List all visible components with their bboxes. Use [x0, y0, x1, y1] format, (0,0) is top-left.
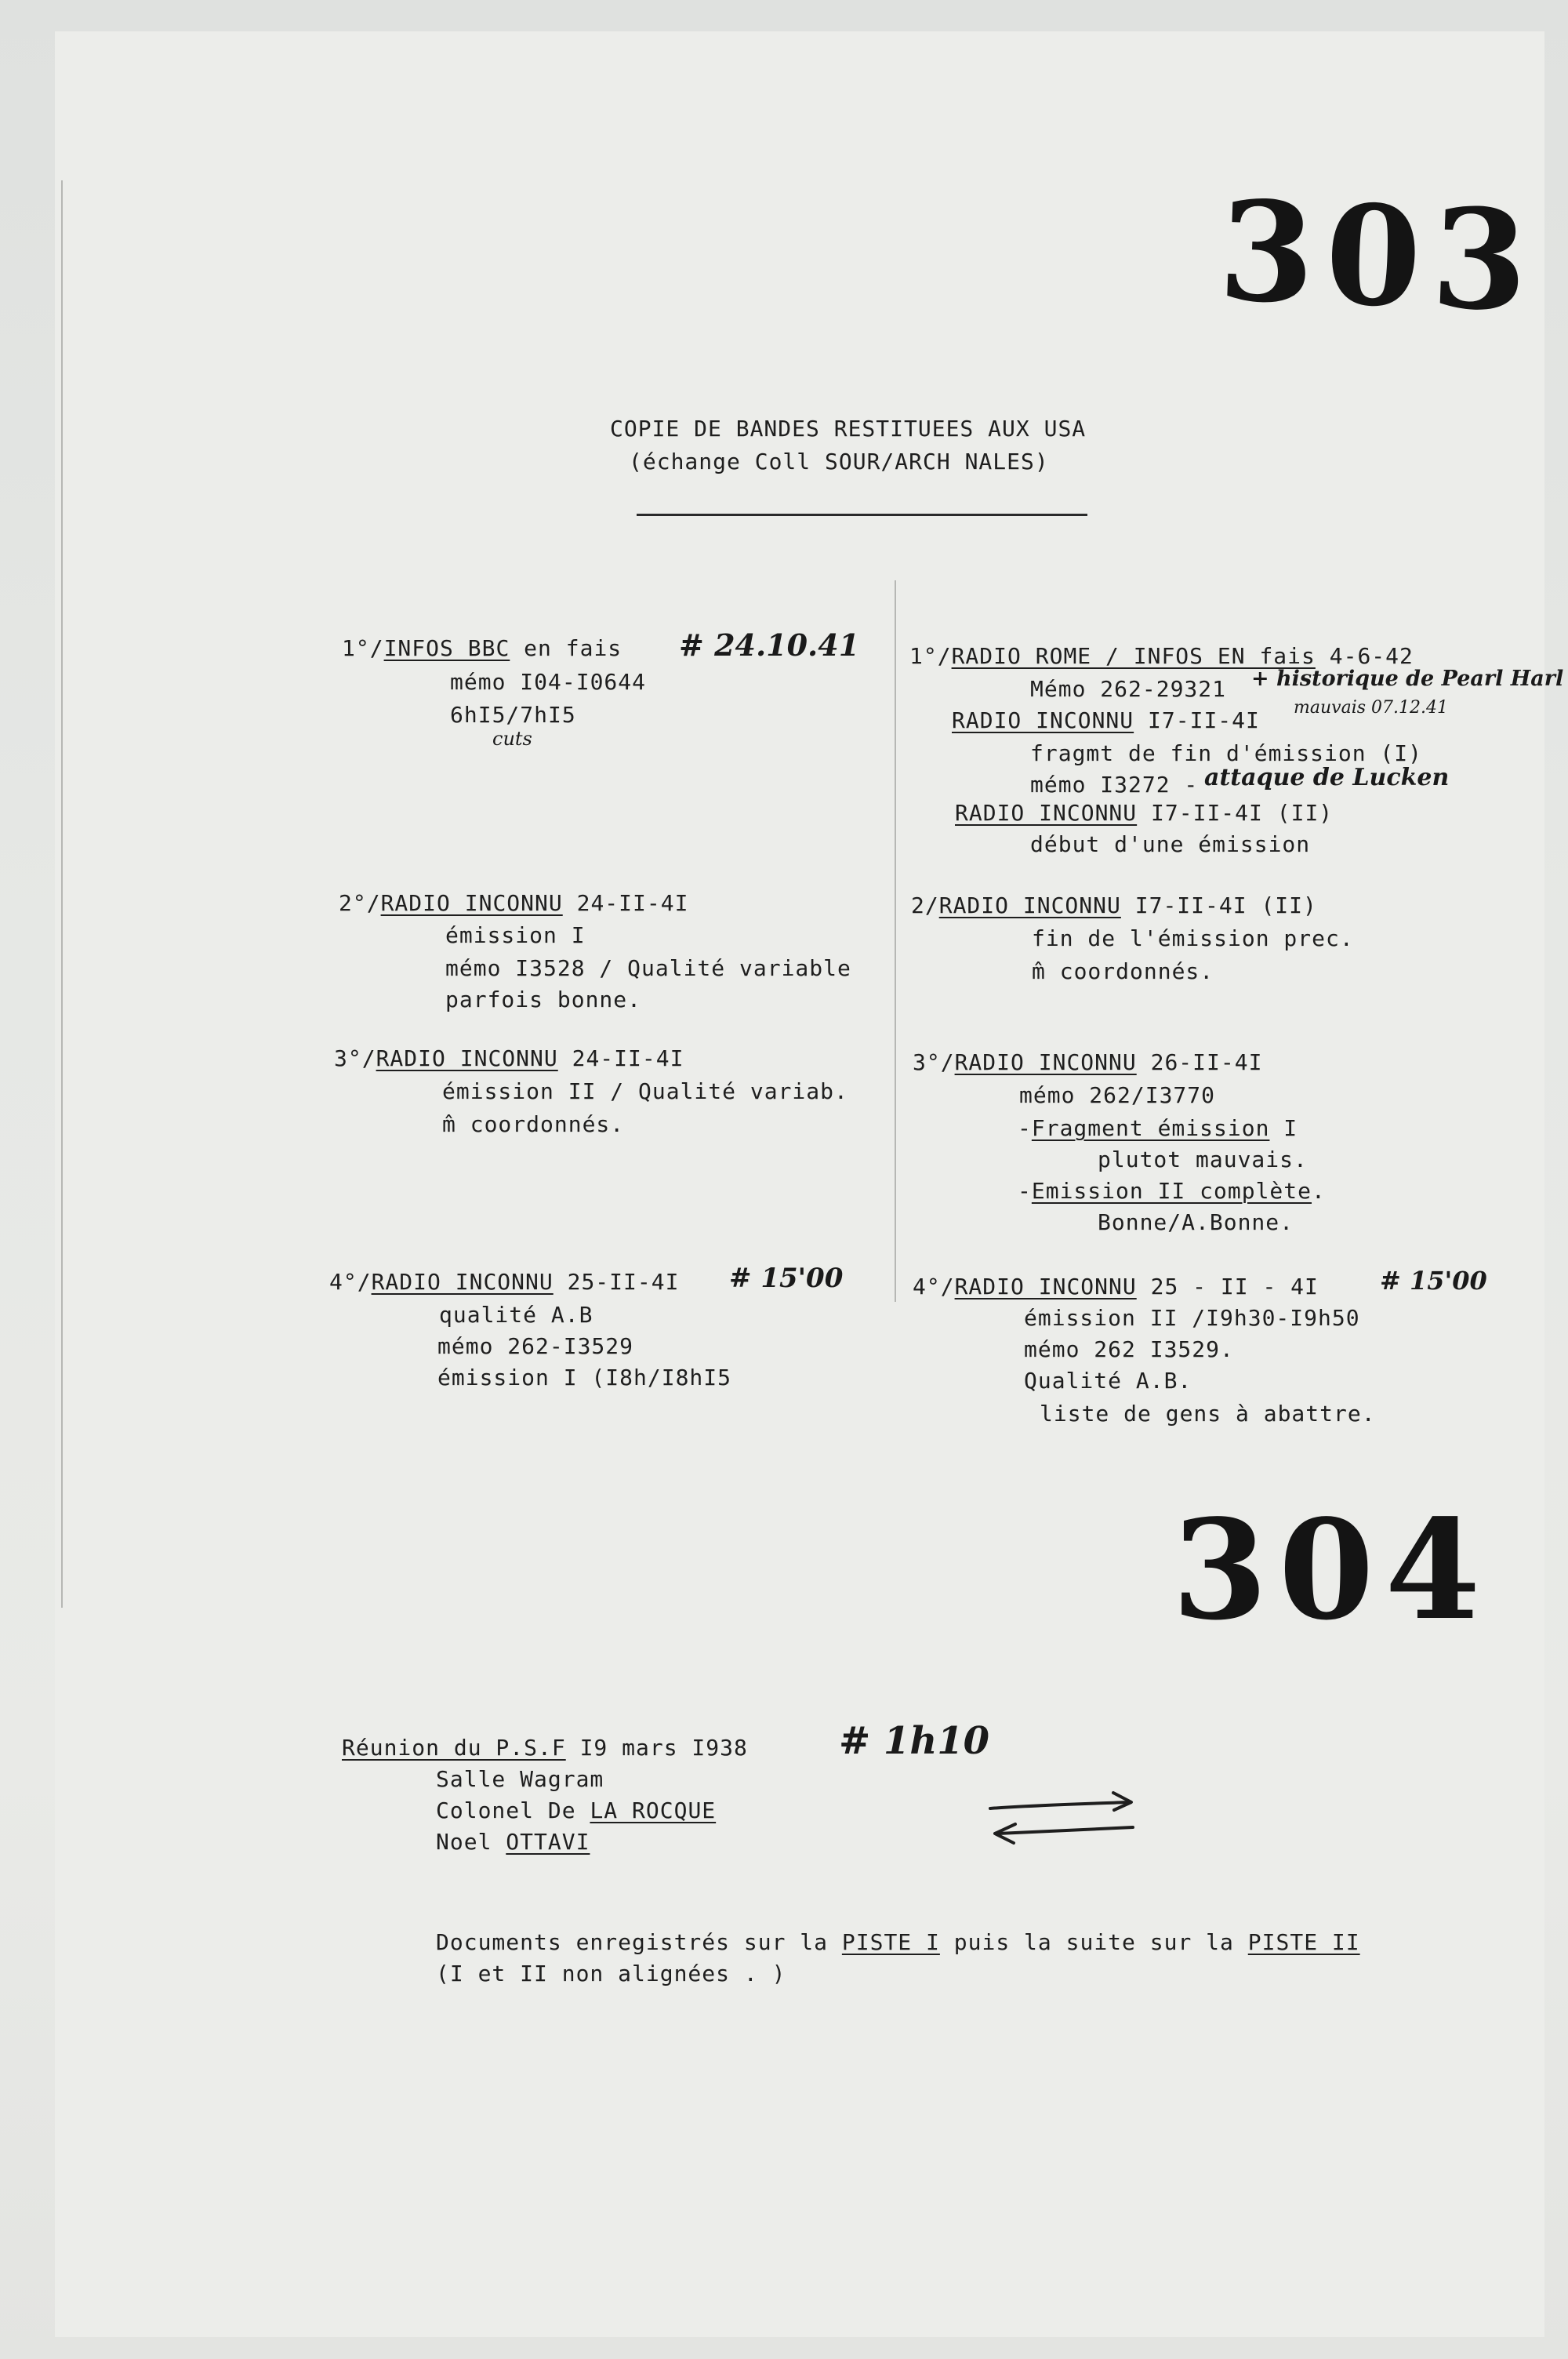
left-margin-line: [61, 180, 63, 1608]
documents-note-line-1: Documents enregistrés sur la PISTE I puis la suite sur la PISTE II: [436, 1929, 1360, 1955]
double-arrow-icon: [984, 1779, 1141, 1849]
bottom-entry-heading: Réunion du P.S.F I9 mars I938: [342, 1735, 748, 1761]
right-entry-1-heading: 1°/RADIO ROME / INFOS EN fais 4-6-42: [909, 643, 1414, 669]
document-title: COPIE DE BANDES RESTITUEES AUX USA: [610, 416, 1087, 442]
stamp-number-bottom: 304: [1172, 1490, 1492, 1651]
documents-note-line-2: (I et II non alignées . ): [436, 1961, 786, 1986]
right-entry-3-line-4: plutot mauvais.: [1098, 1147, 1308, 1172]
left-entry-3-heading: 3°/RADIO INCONNU 24-II-4I: [334, 1045, 684, 1071]
left-entry-1-handwritten-note: # 24.10.41: [679, 627, 860, 663]
right-entry-1-handwritten-attaque: attaque de Lucken: [1204, 764, 1450, 791]
right-entry-3-heading: 3°/RADIO INCONNU 26-II-4I: [913, 1049, 1263, 1075]
right-entry-1-handwritten-mauvais: mauvais 07.12.41: [1294, 698, 1448, 718]
left-entry-2-line-3: mémo I3528 / Qualité variable: [445, 955, 851, 981]
right-entry-2-heading: 2/RADIO INCONNU I7-II-4I (II): [911, 892, 1317, 918]
bottom-entry-handwritten-duration: # 1h10: [839, 1719, 990, 1763]
left-entry-4-line-3: mémo 262-I3529: [437, 1333, 634, 1359]
right-entry-4-line-5: liste de gens à abattre.: [1040, 1401, 1376, 1427]
right-entry-3-line-3: -Fragment émission I: [1018, 1115, 1298, 1141]
right-entry-3-line-6: Bonne/A.Bonne.: [1098, 1209, 1294, 1235]
document-subtitle: (échange Coll SOUR/ARCH NALES): [629, 449, 1049, 474]
right-entry-1-line-5: mémo I3272 -: [1030, 772, 1199, 798]
right-entry-3-memo: mémo 262/I3770: [1019, 1082, 1216, 1108]
right-entry-1-sub-heading-2: RADIO INCONNU I7-II-4I (II): [955, 800, 1334, 826]
left-entry-2-line-2: émission I: [445, 922, 586, 948]
left-entry-2-heading: 2°/RADIO INCONNU 24-II-4I: [339, 890, 689, 916]
bottom-entry-line-2: Salle Wagram: [436, 1766, 604, 1792]
right-entry-4-line-2: émission II /I9h30-I9h50: [1024, 1305, 1360, 1331]
left-entry-1-heading: 1°/INFOS BBC en fais: [342, 635, 622, 661]
right-entry-1-line-7: début d'une émission: [1030, 831, 1311, 857]
left-entry-1-handwritten-cuts: cuts: [492, 728, 532, 750]
right-entry-2-line-3: m̂ coordonnés.: [1032, 958, 1214, 984]
right-entry-3-line-5: -Emission II complète.: [1018, 1178, 1326, 1204]
left-entry-1-time: 6hI5/7hI5: [450, 702, 576, 728]
right-entry-1-line-4: fragmt de fin d'émission (I): [1030, 740, 1423, 766]
right-entry-4-handwritten-note: # 15'00: [1380, 1266, 1487, 1296]
left-entry-4-handwritten-note: # 15'00: [729, 1263, 844, 1294]
left-entry-3-line-2: émission II / Qualité variab.: [442, 1078, 848, 1104]
right-entry-2-line-2: fin de l'émission prec.: [1032, 925, 1354, 951]
bottom-entry-line-4: Noel OTTAVI: [436, 1829, 590, 1855]
left-entry-4-line-4: émission I (I8h/I8hI5: [437, 1365, 732, 1390]
right-entry-4-heading: 4°/RADIO INCONNU 25 - II - 4I: [913, 1274, 1319, 1299]
right-entry-1-sub-heading-1: RADIO INCONNU I7-II-4I: [952, 707, 1260, 733]
title-rule: [637, 514, 1087, 516]
right-entry-1-memo: Mémo 262-29321: [1030, 676, 1227, 702]
right-entry-4-line-4: Qualité A.B.: [1024, 1368, 1192, 1394]
left-entry-2-line-4: parfois bonne.: [445, 987, 642, 1012]
right-entry-4-line-3: mémo 262 I3529.: [1024, 1336, 1234, 1362]
left-entry-3-line-3: m̂ coordonnés.: [442, 1111, 625, 1137]
right-entry-1-handwritten-note: + historique de Pearl Harl: [1251, 667, 1564, 691]
left-entry-4-line-2: qualité A.B: [439, 1302, 593, 1328]
left-entry-1-memo: mémo I04-I0644: [450, 669, 647, 695]
stamp-number-top: 303: [1216, 170, 1541, 343]
bottom-entry-line-3: Colonel De LA ROCQUE: [436, 1797, 717, 1823]
left-entry-4-heading: 4°/RADIO INCONNU 25-II-4I: [329, 1269, 680, 1295]
center-column-line: [895, 580, 896, 1302]
